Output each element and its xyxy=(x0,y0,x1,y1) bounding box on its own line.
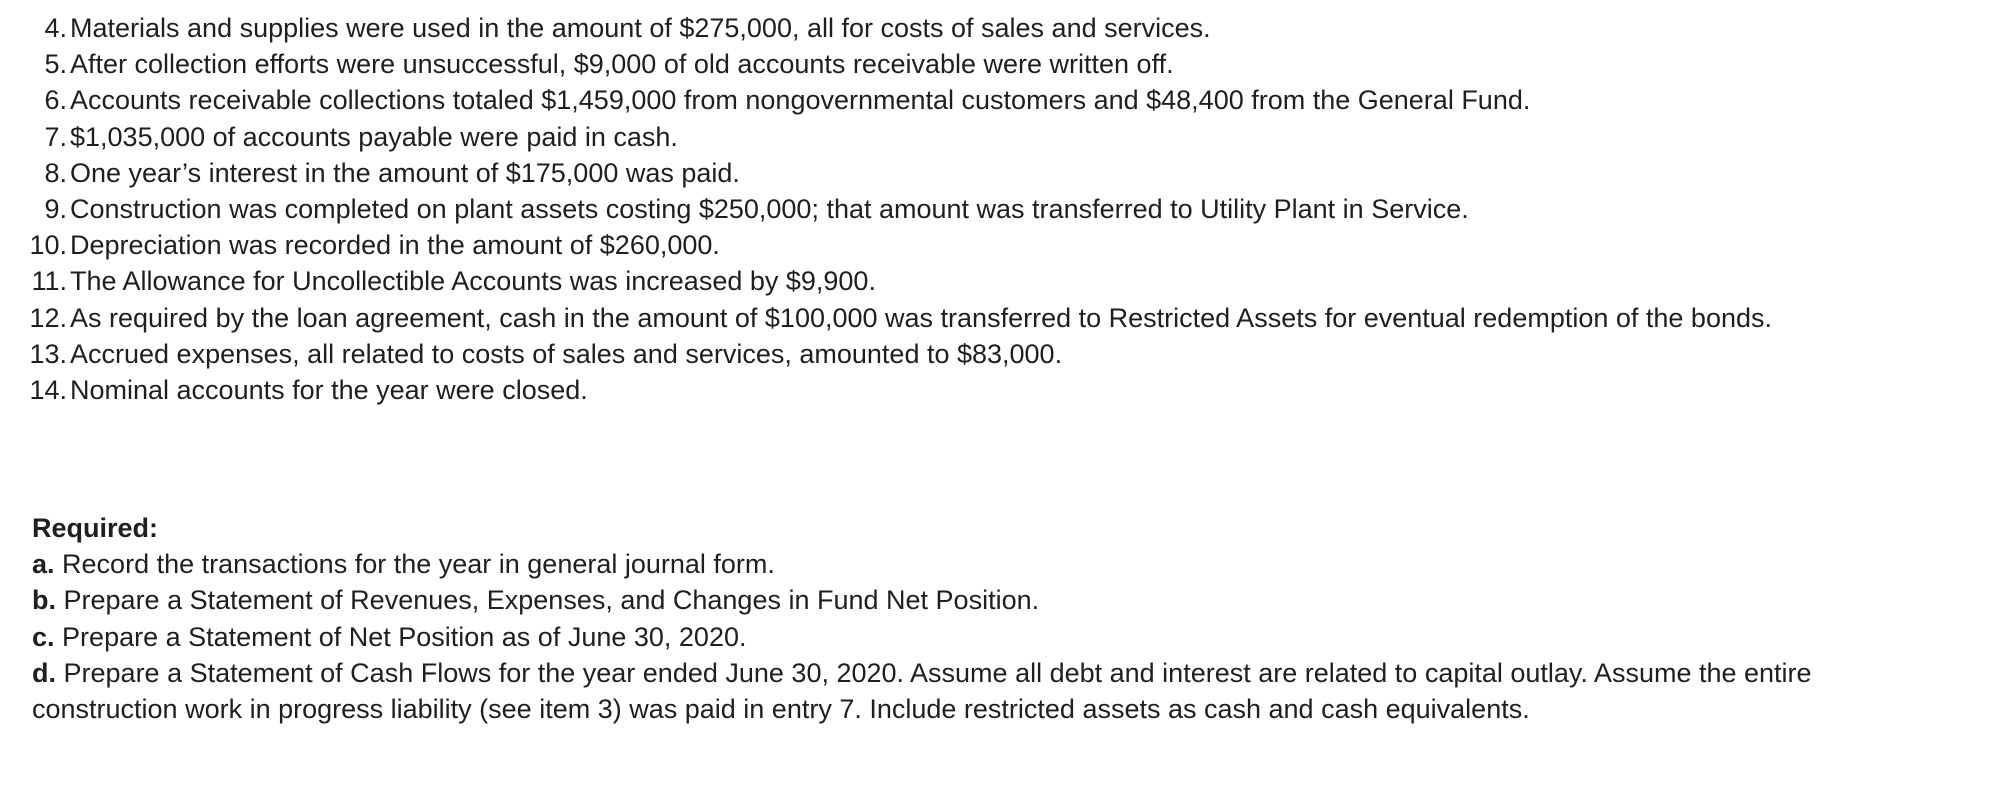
required-part-d xyxy=(32,655,1932,727)
item-number: 5. xyxy=(44,49,67,80)
item-text: Nominal accounts for the year were closed. xyxy=(70,375,588,406)
item-number: 9. xyxy=(44,194,67,225)
part-letter: d. xyxy=(32,657,56,688)
item-text: $1,035,000 of accounts payable were paid in cash. xyxy=(70,121,678,152)
item-text: Accounts receivable collections totaled $1,459,000 from nongovernmental customers and $48,400 from the General Fund. xyxy=(70,85,1531,116)
item-number: 10. xyxy=(29,230,67,261)
part-text: Record the transactions for the year in general journal form. xyxy=(62,549,775,580)
list-item xyxy=(0,10,1960,46)
list-item xyxy=(0,300,1960,336)
list-item xyxy=(0,82,1960,118)
item-number: 13. xyxy=(29,338,67,369)
required-part-c xyxy=(32,619,1932,655)
list-item xyxy=(0,372,1960,408)
item-number: 6. xyxy=(44,85,67,116)
part-text: Prepare a Statement of Revenues, Expenses, and Changes in Fund Net Position. xyxy=(63,585,1040,616)
required-part-b xyxy=(32,582,1932,618)
item-text: One year’s interest in the amount of $175,000 was paid. xyxy=(70,157,740,188)
item-number: 4. xyxy=(44,13,67,43)
item-number: 11. xyxy=(31,266,67,297)
list-item xyxy=(0,336,1960,372)
list-item xyxy=(0,46,1960,82)
item-text: The Allowance for Uncollectible Accounts was increased by $9,900. xyxy=(70,266,876,297)
item-number: 7. xyxy=(44,121,67,152)
item-text: Materials and supplies were used in the amount of $275,000, all for costs of sales and services. xyxy=(70,13,1211,43)
required-part-a xyxy=(32,546,1932,582)
item-text: Construction was completed on plant assets costing $250,000; that amount was transferred to Utility Plant in Service. xyxy=(70,194,1469,225)
item-text: Depreciation was recorded in the amount of $260,000. xyxy=(70,230,720,261)
item-number: 12. xyxy=(29,302,67,333)
part-text: Prepare a Statement of Cash Flows for the year ended June 30, 2020. Assume all debt and interest are related to capital outlay. Assume the entire construction work in progress liability (see item 3) was paid in entry 7. Include restricted assets as cash and cash equivalents. xyxy=(32,657,1812,725)
list-item xyxy=(0,227,1960,263)
item-text: As required by the loan agreement, cash in the amount of $100,000 was transferred to Restricted Assets for eventual redemption of the bonds. xyxy=(70,302,1773,333)
list-item xyxy=(0,263,1960,299)
required-section xyxy=(32,510,1932,727)
part-letter: c. xyxy=(32,621,55,652)
item-text: After collection efforts were unsuccessful, $9,000 of old accounts receivable were written off. xyxy=(70,49,1174,80)
part-text: Prepare a Statement of Net Position as of June 30, 2020. xyxy=(62,621,747,652)
item-text: Accrued expenses, all related to costs of sales and services, amounted to $83,000. xyxy=(70,338,1063,369)
list-item xyxy=(0,119,1960,155)
transaction-list xyxy=(0,10,1960,408)
list-item xyxy=(0,191,1960,227)
item-number: 8. xyxy=(44,157,67,188)
part-letter: b. xyxy=(32,585,56,616)
list-item xyxy=(0,155,1960,191)
part-letter: a. xyxy=(32,549,55,580)
item-number: 14. xyxy=(29,375,67,406)
required-heading: Required: xyxy=(32,513,159,543)
